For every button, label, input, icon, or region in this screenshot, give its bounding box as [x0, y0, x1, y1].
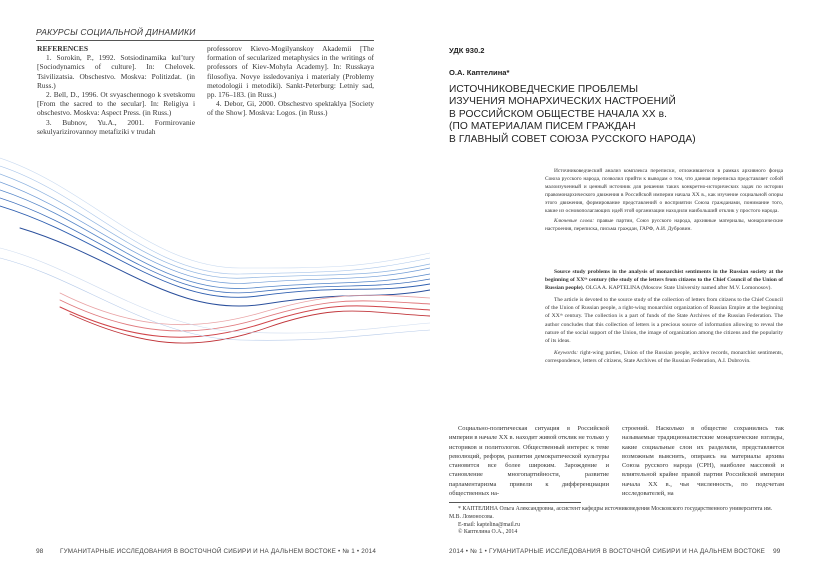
- reference-item: 1. Sorokin, P., 1992. Sotsiodinamika kul’tury [Sociodynamics of culture]. In: Chelovek. Tsivilizatsia. Obschestvo. Moskva: Politizdat. (in Russ.): [37, 53, 195, 90]
- reference-item: 3. Bubnov, Yu.A., 2001. Formirovanie sekulyarizirovannoy metafiziki v trudah: [37, 117, 195, 136]
- title-en: Source study problems in the analysis of monarchist sentiments in the Russian society at the beginning of XXᵗʰ century (the study of the letters from citizens to the Chief Council of the Union of Russian people).: [545, 269, 783, 292]
- abstract-en: [545, 268, 783, 365]
- body-column-2: [622, 424, 784, 498]
- reference-item: professorov Kievo-Mogilyanskoy Akademii [The formation of secularized metaphysics in the writings of professors of Kiev-Mohyla Academy]. In: Russkaya filosofiya. Novye issledovaniya i materialy (Problemy metodologii i metodiki). Sankt-Peterburg: Letniy sad, pp. 176–183. (in Russ.): [207, 44, 374, 100]
- right-page-number: 99: [773, 548, 781, 555]
- decorative-waves: [0, 118, 430, 428]
- body-paragraph: строений. Насколько в обществе сохранились так называемые традиционалистские монархические взгляды, какие социальные слои их разделяли, представляется возможным выяснить, опираясь на материалы архива Союза русского народа (СРН), наиболее массовой и влиятельной крайне правой партии Российской империи начала XX в., чья численность, по подсчетам исследователей, на: [622, 425, 784, 498]
- title-line: ИЗУЧЕНИЯ МОНАРХИЧЕСКИХ НАСТРОЕНИЙ: [449, 96, 676, 108]
- abstract-en-text: The article is devoted to the source study of the collection of letters from citizens to the Chief Council of the Union of Russian people, a right-wing monarchist organization of Russian Empire at the beginning of XXᵗʰ century. The collection is a part of funds of the State Archives of the Russian Federation. The author concludes that this collection of letters is a precious source of information allowing to reveal the nature of the social support of the Union, the image of organization among the citizens and the popularity of its ideas.: [545, 297, 783, 344]
- body-paragraph: Социально-политическая ситуация в Российской империи в начале XX в. находит живой отклик не только у историков и политологов. Общественный интерес к теме революций, реформ, развития демократической культуры становится все более широким. Зарождение и становление многопартийности, развитие парламентаризма привели к дифференциации общественных на-: [449, 425, 609, 498]
- footnote-copyright: © Каптелина О.А., 2014: [458, 529, 518, 536]
- keywords-en-label: Keywords:: [554, 349, 579, 356]
- left-footer-journal: ГУМАНИТАРНЫЕ ИССЛЕДОВАНИЯ В ВОСТОЧНОЙ СИБИРИ И НА ДАЛЬНЕМ ВОСТОКЕ • № 1 • 2014: [60, 548, 377, 555]
- keywords-ru-text: правые партии, Союз русского народа, архивные материалы, монархические настроения, переписка, письма граждан, ГАРФ, А.И. Дубровин.: [545, 218, 783, 232]
- references-title: REFERENCES: [37, 44, 89, 53]
- title-line: (ПО МАТЕРИАЛАМ ПИСЕМ ГРАЖДАН: [449, 121, 636, 133]
- references-col-2: [207, 44, 374, 118]
- right-footer-journal: 2014 • № 1 • ГУМАНИТАРНЫЕ ИССЛЕДОВАНИЯ В ВОСТОЧНОЙ СИБИРИ И НА ДАЛЬНЕМ ВОСТОКЕ: [449, 548, 766, 555]
- reference-item: 2. Bell, D., 1996. Ot svyaschennogo k svetskomu [From the sacred to the secular]. In: Religiya i obschestvo. Moskva: Aspect Press. (in Russ.): [37, 90, 195, 118]
- keywords-en: [545, 349, 783, 365]
- footnote: [449, 506, 785, 537]
- abstract-ru: [545, 167, 783, 233]
- udk-code: УДК 930.2: [449, 46, 485, 55]
- article-title: [449, 84, 789, 146]
- affiliation-en: (Moscow State University named after M.V. Lomonosov).: [641, 285, 772, 292]
- title-en-block: [545, 268, 783, 292]
- reference-item: 4. Debor, Gi, 2000. Obschestvo spektaklya [Society of the Show]. Moskva: Logos. (in Russ.): [207, 99, 374, 118]
- keywords-en-text: right-wing parties, Union of the Russian people, archive records, monarchist sentiments, correspondence, letters of citizens, State Archives of the Russian Federation, A.I. Dubrovin.: [545, 349, 783, 364]
- body-column-1: [449, 424, 609, 498]
- running-title: РАКУРСЫ СОЦИАЛЬНОЙ ДИНАМИКИ: [36, 27, 196, 37]
- keywords-ru-label: Ключевые слова:: [554, 218, 595, 224]
- footnote-email: E-mail: kaptelina@mail.ru: [458, 521, 520, 528]
- keywords-ru: [545, 217, 783, 233]
- title-line: В РОССИЙСКОМ ОБЩЕСТВЕ НАЧАЛА XX в.: [449, 108, 668, 120]
- header-rule: [36, 40, 374, 41]
- title-line: ИСТОЧНИКОВЕДЧЕСКИЕ ПРОБЛЕМЫ: [449, 84, 639, 95]
- footnote-rule: [449, 502, 581, 503]
- left-page-number: 98: [36, 548, 44, 555]
- title-line: В ГЛАВНЫЙ СОВЕТ СОЮЗА РУССКОГО НАРОДА): [449, 133, 696, 145]
- article-author: О.А. Каптелина*: [449, 68, 510, 77]
- author-en: OLGA A. KAPTELINA: [584, 285, 640, 292]
- abstract-ru-text: Источниковедческий анализ комплекса переписки, отложившегося в рамках архивного фонда Союза русского народа, позволил прийти к выводам о том, что данная переписка представляет собой малоизученный и ценный источник для решения таких конкретно-исторических задач по истории правомонархического движения в Российской империи начала XX в., как изучение социальной опоры этого движения, формирование представлений о восприятии Союза гражданами, понимание того, какие из основополагающих идей этой организации находили наибольший отклик у простого народа.: [545, 168, 783, 214]
- footnote-author: * КАПТЕЛИНА Ольга Александровна, ассистент кафедры источниковедения Московского государственного университета им. М.В. Ломоносова.: [449, 506, 773, 520]
